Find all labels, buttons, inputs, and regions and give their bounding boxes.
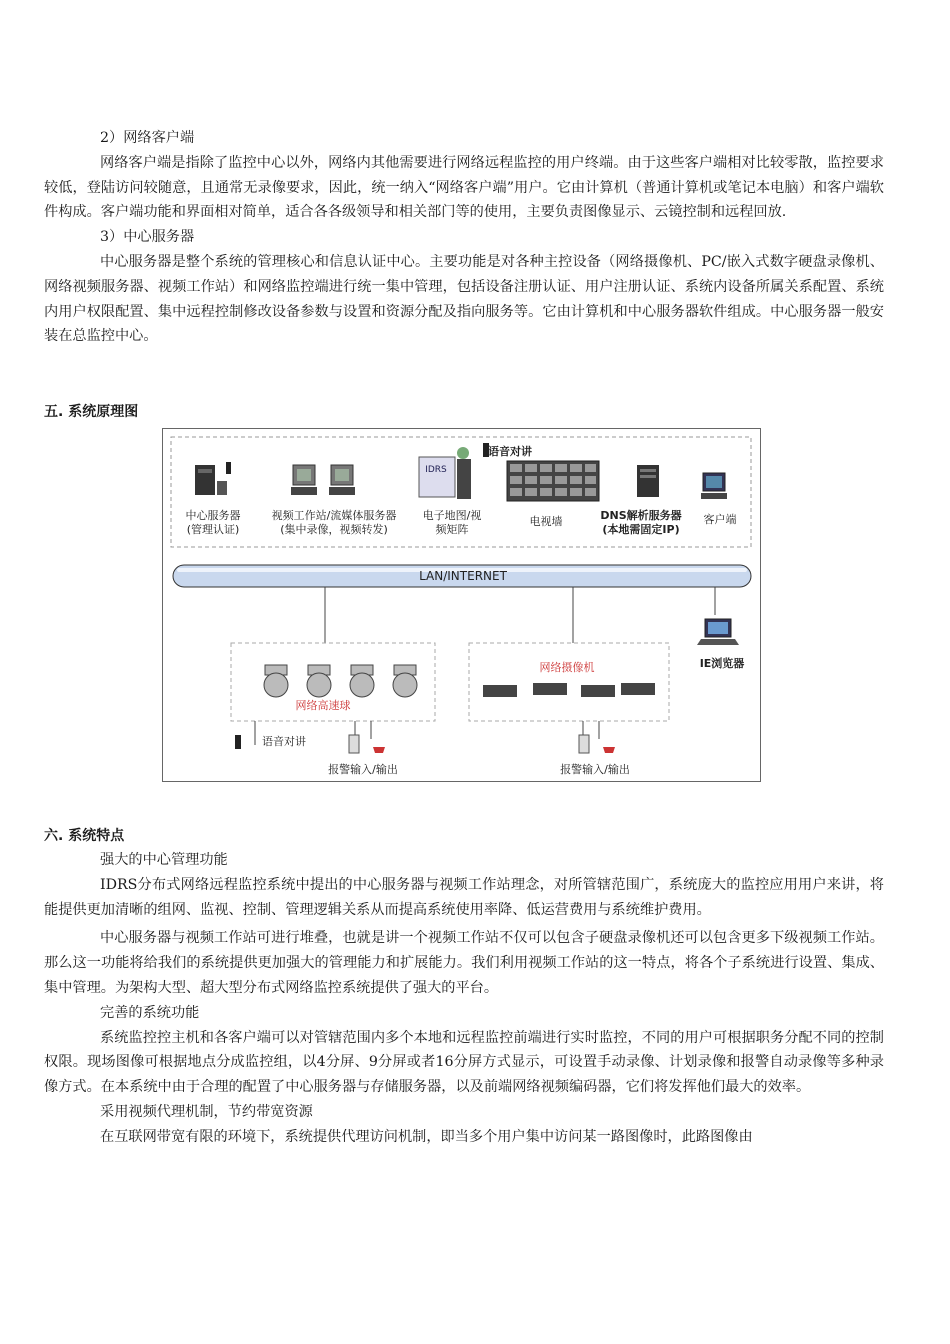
dns-server-icon	[637, 465, 659, 497]
heading-system-diagram: 五. 系统原理图	[44, 404, 139, 420]
ie-label: IE浏览器	[699, 657, 745, 670]
feature-title: 采用视频代理机制，节约带宽资源	[100, 1103, 313, 1120]
phone-icon	[235, 735, 241, 749]
paragraph: 网络客户端是指除了监控中心以外，网络内其他需要进行网络远程监控的用户终端。由于这些客户端相对比较零散，监控要求较低，登陆访问较随意，且通常无录像要求，因此，统一纳入“网络客户端”用户。它由计算机（普通计算机或笔记本电脑）和客户端软件构成。客户端功能和界面相对简单，适合各各级领导和相关部门等的使用，主要负责图像显示、云镜控制和远程回放.	[44, 154, 884, 221]
camera-group-box	[469, 643, 669, 721]
dome-group-label: 网络高速球	[295, 699, 351, 712]
laptop-icon	[697, 619, 739, 645]
paragraph: 在互联网带宽有限的环境下，系统提供代理访问机制，即当多个用户集中访问某一路图像时，此路图像由	[100, 1128, 753, 1145]
label-center-server: 中心服务器 (管理认证)	[185, 509, 241, 536]
voice-label-bottom: 语音对讲	[262, 735, 306, 748]
heading-system-features: 六. 系统特点	[44, 828, 125, 844]
bullet-camera-icon	[483, 683, 655, 697]
system-diagram	[162, 428, 761, 782]
network-label: LAN/INTERNET	[419, 569, 507, 583]
alarm-label-left: 报警输入/输出	[328, 763, 398, 776]
features-section	[44, 848, 884, 1150]
camera-group-label: 网络摄像机	[539, 661, 595, 674]
paragraph: 系统监控控主机和各客户端可以对管辖范围内多个本地和远程监控前端进行实时监控，不同的用户可根据职务分配不同的控制权限。现场图像可根据地点分成监控组，以4分屏、9分屏或者16分屏方式显示，可设置手动录像、计划录像和报警自动录像等多种录像方式。在本系统中由于合理的配置了中心服务器与存储服务器，以及前端网络视频编码器，它们将发挥他们最大的效率。	[44, 1029, 884, 1096]
label-tv-wall: 电视墙	[529, 515, 563, 528]
paragraph: 中心服务器与视频工作站可进行堆叠，也就是讲一个视频工作站不仅可以包含子硬盘录像机还可以包含更多下级视频工作站。那么这一功能将给我们的系统提供更加强大的管理能力和扩展能力。我们利用视频工作站的这一特点，将各个子系统进行设置、集成、集中管理。为架构大型、超大型分布式网络监控系统提供了强大的平台。	[44, 930, 884, 996]
feature-title: 完善的系统功能	[100, 1004, 200, 1021]
workstation-icon	[291, 465, 355, 495]
paragraph: 中心服务器是整个系统的管理核心和信息认证中心。主要功能是对各种主控设备（网络摄像机、PC/嵌入式数字硬盘录像机、网络视频服务器、视频工作站）和网络监控端进行统一集中管理，包括设备注册认证、用户注册认证、系统内设备所属关系配置、系统内用户权限配置、集中远程控制修改设备参数与设置和资源分配及指向服务等。它由计算机和中心服务器软件组成。中心服务器一般安装在总监控中心。	[44, 253, 884, 345]
diagram-graphics	[163, 429, 760, 781]
label-client: 客户端	[703, 513, 737, 526]
label-map-matrix: 电子地图/视 频矩阵	[422, 509, 482, 536]
feature-title: 强大的中心管理功能	[100, 852, 228, 868]
dome-camera-icon	[264, 665, 417, 697]
voice-label-top: 语音对讲	[488, 445, 532, 458]
label-dns-server: DNS解析服务器 (本地需固定IP)	[600, 509, 682, 536]
server-icon	[195, 465, 227, 495]
client-pc-icon	[701, 473, 727, 499]
idrs-label: IDRS	[425, 465, 447, 475]
phone-icon	[226, 462, 231, 474]
alarm-sensor-icon	[349, 735, 615, 753]
section-title: 2）网络客户端	[100, 130, 195, 146]
section-network-client	[44, 126, 884, 349]
tv-wall-icon	[507, 461, 599, 501]
section-title: 3）中心服务器	[100, 229, 195, 246]
label-workstation: 视频工作站/流媒体服务器 (集中录像，视频转发)	[271, 509, 397, 536]
paragraph: IDRS分布式网络远程监控系统中提出的中心服务器与视频工作站理念，对所管辖范围广，系统庞大的监控应用用户来讲，将能提供更加清晰的组网、监视、控制、管理逻辑关系从而提高系统使用率降、低运营费用与系统维护费用。	[44, 876, 884, 918]
alarm-label-right: 报警输入/输出	[560, 763, 630, 776]
